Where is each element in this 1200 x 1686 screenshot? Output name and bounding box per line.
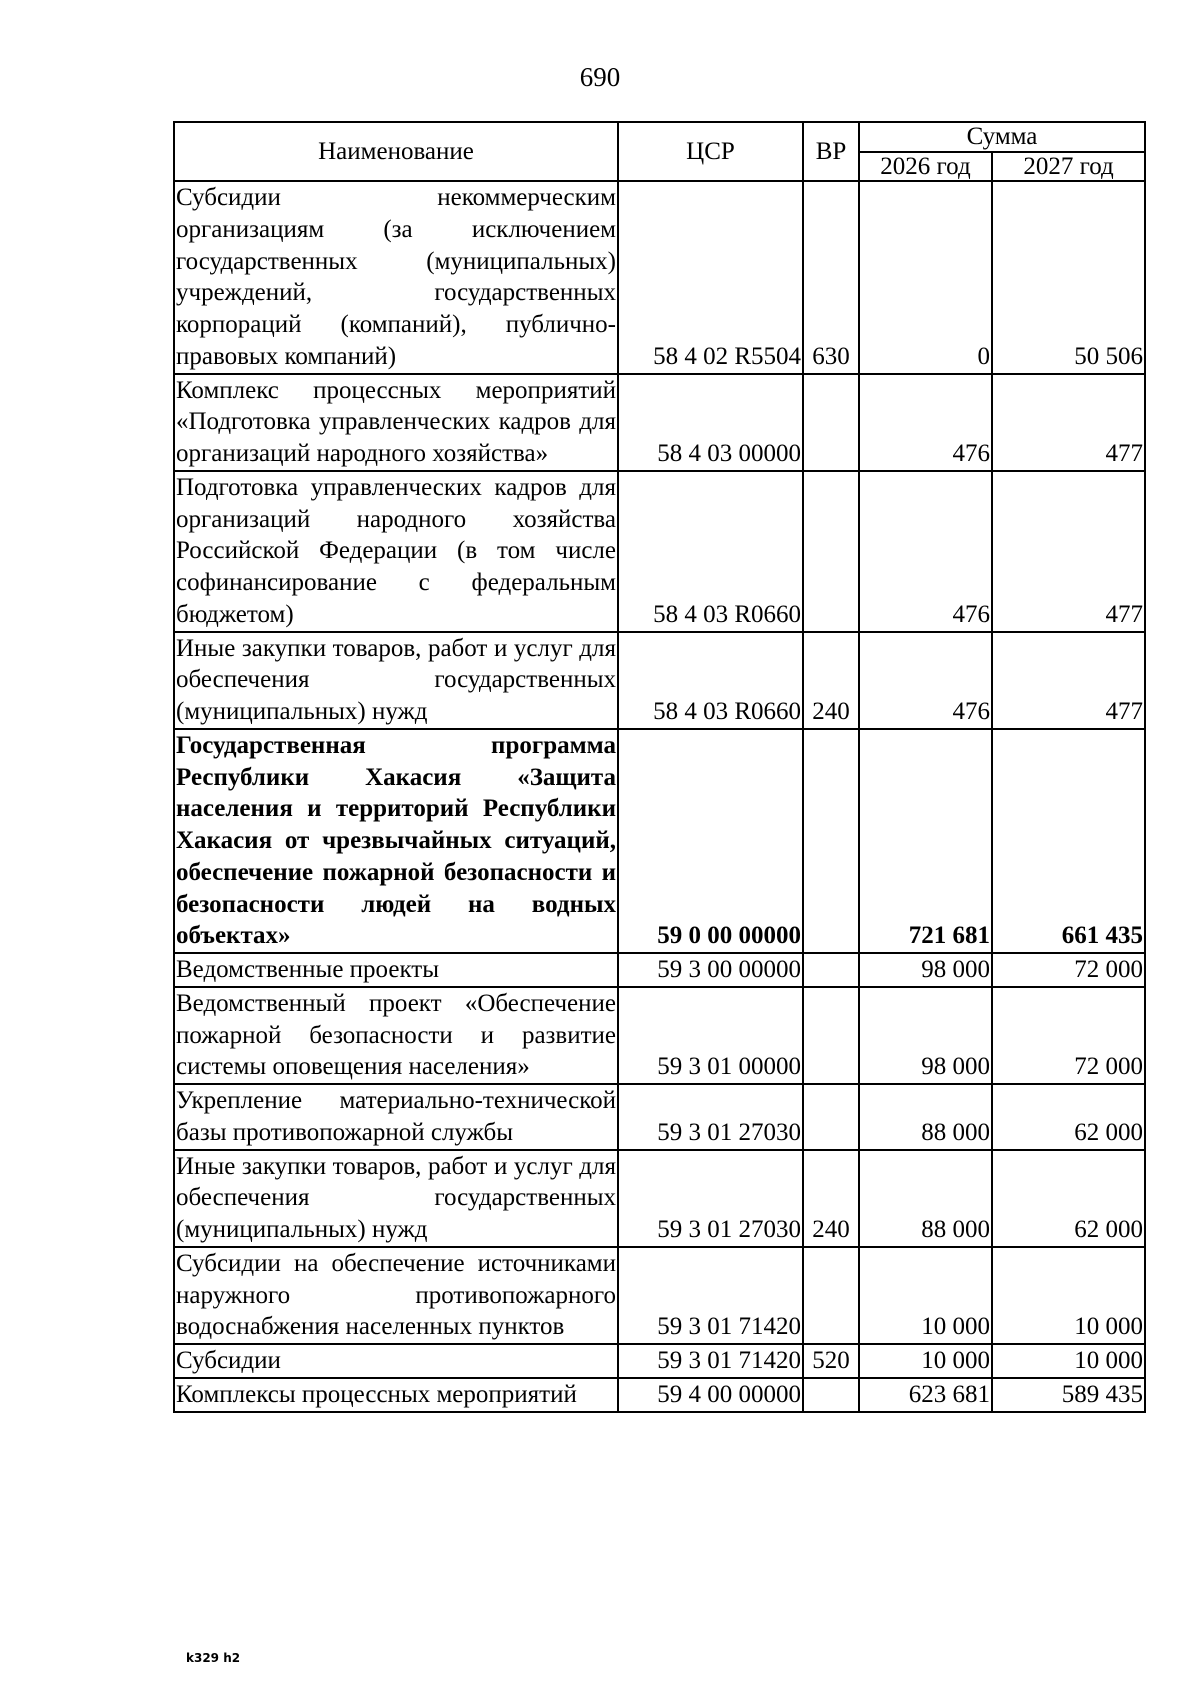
- row-2026-cell: 10 000: [859, 1247, 992, 1344]
- table-header: [174, 122, 1145, 181]
- row-vr-cell: [803, 987, 859, 1084]
- row-2026-cell: 88 000: [859, 1150, 992, 1247]
- row-csr-cell: 58 4 02 R5504: [618, 181, 803, 374]
- row-csr-cell: 59 4 00 00000: [618, 1378, 803, 1412]
- row-csr-cell: 59 3 01 71420: [618, 1247, 803, 1344]
- table-row: [174, 953, 1145, 987]
- row-2026-cell: 476: [859, 632, 992, 729]
- row-2027-cell: 10 000: [992, 1344, 1145, 1378]
- row-2026-cell: 623 681: [859, 1378, 992, 1412]
- row-name-cell: Субсидии некоммерческим организациям (за исключением государственных (муниципальных) учреждений, государственных корпораций (компаний), публично-правовых компаний): [174, 181, 618, 374]
- footer-code: k329 h2: [186, 1651, 241, 1665]
- row-2026-cell: 0: [859, 181, 992, 374]
- row-name-cell: Комплексы процессных мероприятий: [174, 1378, 618, 1412]
- row-name-cell: Подготовка управленческих кадров для организаций народного хозяйства Российской Федерации (в том числе софинансирование с федеральным бюджетом): [174, 471, 618, 632]
- row-csr-cell: 59 3 00 00000: [618, 953, 803, 987]
- table-row: [174, 1247, 1145, 1344]
- row-vr-cell: [803, 953, 859, 987]
- row-csr-cell: 59 3 01 27030: [618, 1150, 803, 1247]
- header-sum: Сумма: [859, 122, 1145, 152]
- table-row: [174, 987, 1145, 1084]
- row-2027-cell: 62 000: [992, 1150, 1145, 1247]
- row-name-cell: Субсидии на обеспечение источниками наружного противопожарного водоснабжения населенных пунктов: [174, 1247, 618, 1344]
- table-row: [174, 632, 1145, 729]
- row-name-cell: Укрепление материально-технической базы противопожарной службы: [174, 1084, 618, 1150]
- row-vr-cell: [803, 471, 859, 632]
- row-csr-cell: 58 4 03 00000: [618, 374, 803, 471]
- row-2027-cell: 10 000: [992, 1247, 1145, 1344]
- row-vr-cell: [803, 1084, 859, 1150]
- row-name-cell: Иные закупки товаров, работ и услуг для обеспечения государственных (муниципальных) нужд: [174, 1150, 618, 1247]
- row-vr-cell: [803, 374, 859, 471]
- row-vr-cell: 240: [803, 1150, 859, 1247]
- row-2027-cell: 589 435: [992, 1378, 1145, 1412]
- row-2027-cell: 50 506: [992, 181, 1145, 374]
- row-2027-cell: 477: [992, 632, 1145, 729]
- row-2026-cell: 721 681: [859, 729, 992, 953]
- row-csr-cell: 59 3 01 71420: [618, 1344, 803, 1378]
- row-name-cell: Государственная программа Республики Хакасия «Защита населения и территорий Республики Хакасия от чрезвычайных ситуаций, обеспечение пожарной безопасности и безопасности людей на водных объектах»: [174, 729, 618, 953]
- row-2027-cell: 661 435: [992, 729, 1145, 953]
- row-name-cell: Ведомственный проект «Обеспечение пожарной безопасности и развитие системы оповещения населения»: [174, 987, 618, 1084]
- row-name-cell: Комплекс процессных мероприятий «Подготовка управленческих кадров для организаций народного хозяйства»: [174, 374, 618, 471]
- table-body: [174, 181, 1145, 1412]
- row-2026-cell: 476: [859, 471, 992, 632]
- table-row: [174, 1150, 1145, 1247]
- budget-table: [173, 121, 1146, 1413]
- header-year-2027: 2027 год: [992, 152, 1145, 182]
- table-row: [174, 471, 1145, 632]
- row-2027-cell: 62 000: [992, 1084, 1145, 1150]
- row-vr-cell: [803, 729, 859, 953]
- row-name-cell: Иные закупки товаров, работ и услуг для обеспечения государственных (муниципальных) нужд: [174, 632, 618, 729]
- row-name-cell: Субсидии: [174, 1344, 618, 1378]
- row-csr-cell: 58 4 03 R0660: [618, 632, 803, 729]
- row-vr-cell: 520: [803, 1344, 859, 1378]
- row-2026-cell: 88 000: [859, 1084, 992, 1150]
- row-2026-cell: 10 000: [859, 1344, 992, 1378]
- header-name: Наименование: [174, 122, 618, 181]
- row-2026-cell: 98 000: [859, 987, 992, 1084]
- row-2027-cell: 477: [992, 471, 1145, 632]
- row-vr-cell: [803, 1247, 859, 1344]
- row-csr-cell: 59 3 01 27030: [618, 1084, 803, 1150]
- row-2026-cell: 98 000: [859, 953, 992, 987]
- header-vr: ВР: [803, 122, 859, 181]
- row-2027-cell: 72 000: [992, 987, 1145, 1084]
- header-year-2026: 2026 год: [859, 152, 992, 182]
- row-vr-cell: 630: [803, 181, 859, 374]
- table-row: [174, 181, 1145, 374]
- row-vr-cell: [803, 1378, 859, 1412]
- table-row: [174, 729, 1145, 953]
- header-csr: ЦСР: [618, 122, 803, 181]
- page-number: 690: [579, 62, 621, 92]
- table-row: [174, 374, 1145, 471]
- row-csr-cell: 59 3 01 00000: [618, 987, 803, 1084]
- row-2026-cell: 476: [859, 374, 992, 471]
- table-row: [174, 1378, 1145, 1412]
- row-vr-cell: 240: [803, 632, 859, 729]
- row-csr-cell: 58 4 03 R0660: [618, 471, 803, 632]
- row-name-cell: Ведомственные проекты: [174, 953, 618, 987]
- table-row: [174, 1084, 1145, 1150]
- table-row: [174, 1344, 1145, 1378]
- row-csr-cell: 59 0 00 00000: [618, 729, 803, 953]
- row-2027-cell: 477: [992, 374, 1145, 471]
- row-2027-cell: 72 000: [992, 953, 1145, 987]
